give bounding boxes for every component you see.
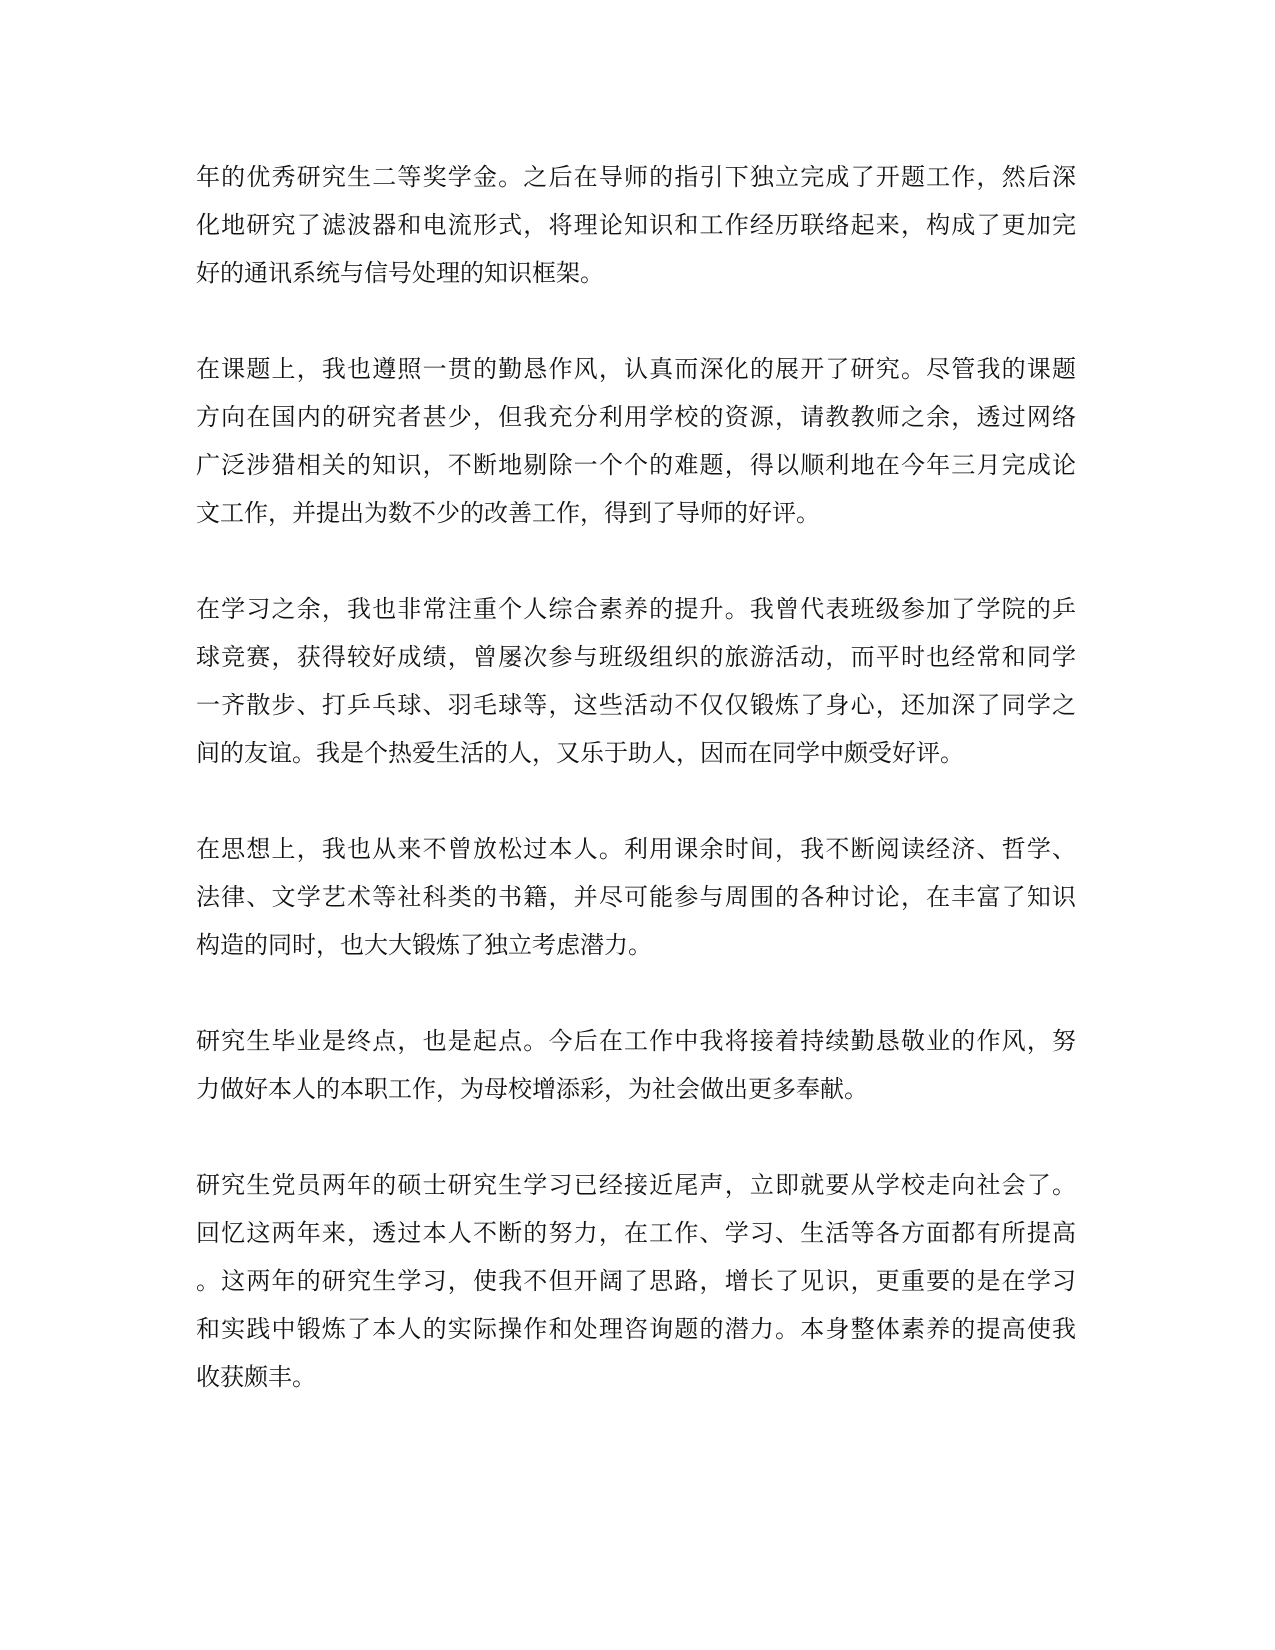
paragraph-3 (196, 585, 1076, 777)
text-line: 文工作，并提出为数不少的改善工作，得到了导师的好评。 (196, 499, 820, 527)
text-line: 和实践中锻炼了本人的实际操作和处理咨询题的潜力。本身整体素养的提高使我 (196, 1315, 1076, 1343)
text-line: 构造的同时，也大大锻炼了独立考虑潜力。 (196, 931, 652, 959)
text-line: 在思想上，我也从来不曾放松过本人。利用课余时间，我不断阅读经济、哲学、 (196, 835, 1076, 863)
document-body (196, 153, 1076, 1449)
text-line: 间的友谊。我是个热爱生活的人，又乐于助人，因而在同学中颇受好评。 (196, 739, 964, 767)
text-line: 在课题上，我也遵照一贯的勤恳作风，认真而深化的展开了研究。尽管我的课题 (196, 355, 1076, 383)
text-line: 在学习之余，我也非常注重个人综合素养的提升。我曾代表班级参加了学院的乒 (196, 595, 1076, 623)
text-line: 收获颇丰。 (196, 1363, 316, 1391)
text-line: 好的通讯系统与信号处理的知识框架。 (196, 259, 604, 287)
paragraph-5 (196, 1017, 1076, 1113)
text-line: 回忆这两年来，透过本人不断的努力，在工作、学习、生活等各方面都有所提高 (196, 1219, 1076, 1247)
text-line: 研究生毕业是终点，也是起点。今后在工作中我将接着持续勤恳敬业的作风，努 (196, 1027, 1076, 1055)
text-line: 广泛涉猎相关的知识，不断地剔除一个个的难题，得以顺利地在今年三月完成论 (196, 451, 1076, 479)
text-line: 一齐散步、打乒乓球、羽毛球等，这些活动不仅仅锻炼了身心，还加深了同学之 (196, 691, 1076, 719)
text-line: 研究生党员两年的硕士研究生学习已经接近尾声，立即就要从学校走向社会了。 (196, 1171, 1076, 1199)
text-line: 化地研究了滤波器和电流形式，将理论知识和工作经历联络起来，构成了更加完 (196, 211, 1076, 239)
paragraph-2 (196, 345, 1076, 537)
text-line: 方向在国内的研究者甚少，但我充分利用学校的资源，请教教师之余，透过网络 (196, 403, 1076, 431)
paragraph-1 (196, 153, 1076, 297)
text-line: 球竞赛，获得较好成绩，曾屡次参与班级组织的旅游活动，而平时也经常和同学 (196, 643, 1076, 671)
text-line: 力做好本人的本职工作，为母校增添彩，为社会做出更多奉献。 (196, 1075, 868, 1103)
text-line: 年的优秀研究生二等奖学金。之后在导师的指引下独立完成了开题工作，然后深 (196, 163, 1076, 191)
text-line: 。这两年的研究生学习，使我不但开阔了思路，增长了见识，更重要的是在学习 (196, 1267, 1076, 1295)
paragraph-4 (196, 825, 1076, 969)
paragraph-6 (196, 1161, 1076, 1401)
text-line: 法律、文学艺术等社科类的书籍，并尽可能参与周围的各种讨论，在丰富了知识 (196, 883, 1076, 911)
